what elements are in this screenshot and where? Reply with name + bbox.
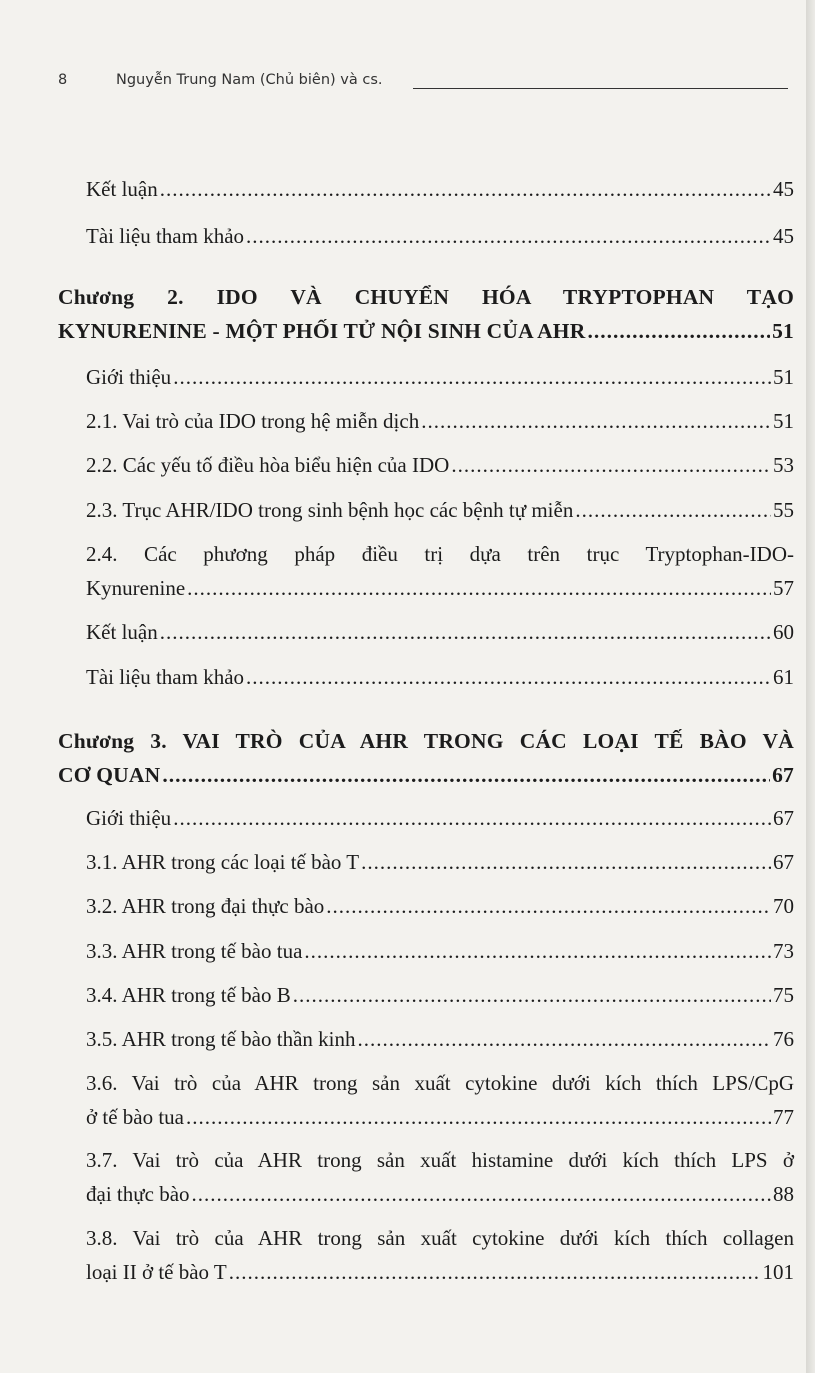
toc-leader [160, 172, 771, 206]
toc-entry-title: Giới thiệu [86, 806, 172, 830]
toc-leader [304, 934, 771, 968]
toc-leader [575, 493, 771, 527]
toc-entry-title: 3.5. AHR trong tế bào thần kinh [86, 1027, 356, 1051]
toc-leader [293, 978, 771, 1012]
toc-entry[interactable] [86, 219, 794, 253]
toc-entry[interactable] [86, 978, 794, 1012]
toc-entry-title: 2.3. Trục AHR/IDO trong sinh bệnh học các bệnh tự miễn [86, 498, 574, 522]
page-number: 8 [58, 72, 68, 88]
toc-leader [173, 360, 771, 394]
toc-entry[interactable] [86, 404, 794, 438]
toc-entry-title: 2.2. Các yếu tố điều hòa biểu hiện của IDO [86, 453, 450, 477]
toc-leader [326, 889, 771, 923]
toc-entry-page: 75 [773, 983, 794, 1007]
toc-entry-title: 2.1. Vai trò của IDO trong hệ miễn dịch [86, 409, 420, 433]
toc-entry-title: 3.1. AHR trong các loại tế bào T [86, 850, 360, 874]
toc-entry-first-line: 2.4. Các phương pháp điều trị dựa trên trục Tryptophan-IDO- [86, 542, 794, 566]
toc-entry-page: 45 [773, 224, 794, 248]
toc-entry-page: 77 [773, 1105, 794, 1129]
toc-entry-page: 53 [773, 453, 794, 477]
toc-entry-title: 3.4. AHR trong tế bào B [86, 983, 291, 1007]
toc-entry-page: 51 [773, 409, 794, 433]
toc-entry-title: 3.2. AHR trong đại thực bào [86, 894, 325, 918]
toc-entry-page: 45 [773, 177, 794, 201]
toc-entry-page: 67 [772, 763, 794, 787]
toc-entry-title: Kết luận [86, 177, 158, 201]
header-title: Nguyễn Trung Nam (Chủ biên) và cs. [116, 72, 383, 88]
toc-entry[interactable] [86, 845, 794, 879]
toc-entry-title: Tài liệu tham khảo [86, 224, 245, 248]
toc-entry[interactable] [86, 172, 794, 206]
toc-entry-title: loại II ở tế bào T [86, 1260, 227, 1284]
toc-entry-page: 67 [773, 806, 794, 830]
toc-entry[interactable] [86, 448, 794, 482]
toc-leader [186, 1100, 771, 1134]
toc-entry-first-line: 3.7. Vai trò của AHR trong sản xuất histamine dưới kích thích LPS ở [86, 1148, 794, 1172]
toc-entry-title: Tài liệu tham khảo [86, 665, 245, 689]
toc-entry[interactable] [86, 537, 794, 605]
toc-entry[interactable] [86, 934, 794, 968]
toc-leader [451, 448, 771, 482]
toc-leader [246, 660, 771, 694]
toc-entry-page: 60 [773, 620, 794, 644]
toc-entry-page: 51 [772, 319, 794, 343]
toc-entry[interactable] [86, 1221, 794, 1289]
toc-entry-page: 51 [773, 365, 794, 389]
toc-leader [421, 404, 771, 438]
toc-leader [357, 1022, 771, 1056]
toc-entry-title: CƠ QUAN [58, 763, 161, 787]
toc-entry-title: 3.3. AHR trong tế bào tua [86, 939, 303, 963]
toc-entry-page: 76 [773, 1027, 794, 1051]
toc-leader [162, 758, 770, 792]
toc-leader [587, 314, 770, 348]
toc-leader [160, 615, 771, 649]
toc-entry-page: 73 [773, 939, 794, 963]
toc-entry-title: ở tế bào tua [86, 1105, 184, 1129]
page-edge [806, 0, 815, 1373]
toc-entry-title: Kết luận [86, 620, 158, 644]
header-rule [413, 88, 788, 89]
toc-entry-title: Kynurenine [86, 576, 186, 600]
toc-entry[interactable] [86, 615, 794, 649]
toc-entry-page: 61 [773, 665, 794, 689]
toc-entry[interactable] [86, 801, 794, 835]
toc-chapter-2[interactable] [58, 280, 794, 348]
toc-entry-page: 67 [773, 850, 794, 874]
toc-leader [192, 1177, 771, 1211]
toc-entry-page: 55 [773, 498, 794, 522]
toc-leader [246, 219, 771, 253]
toc-entry-page: 70 [773, 894, 794, 918]
toc-entry[interactable] [86, 889, 794, 923]
toc-entry[interactable] [86, 1022, 794, 1056]
toc-entry-first-line: 3.8. Vai trò của AHR trong sản xuất cytokine dưới kích thích collagen [86, 1226, 794, 1250]
toc-entry-first-line: Chương 3. VAI TRÒ CỦA AHR TRONG CÁC LOẠI TẾ BÀO VÀ [58, 729, 794, 753]
toc-entry-title: Giới thiệu [86, 365, 172, 389]
running-header [58, 72, 788, 94]
toc-entry-page: 57 [773, 576, 794, 600]
toc-entry-page: 88 [773, 1182, 794, 1206]
toc-entry-page: 101 [762, 1260, 794, 1284]
toc-entry[interactable] [86, 360, 794, 394]
toc-entry[interactable] [86, 493, 794, 527]
toc-entry-first-line: Chương 2. IDO VÀ CHUYỂN HÓA TRYPTOPHAN TẠO [58, 285, 794, 309]
toc-leader [187, 571, 771, 605]
toc-entry[interactable] [86, 1143, 794, 1211]
toc-entry[interactable] [86, 660, 794, 694]
toc-leader [361, 845, 771, 879]
toc-chapter-3[interactable] [58, 724, 794, 792]
toc-leader [173, 801, 771, 835]
toc-leader [229, 1255, 761, 1289]
toc-entry-first-line: 3.6. Vai trò của AHR trong sản xuất cytokine dưới kích thích LPS/CpG [86, 1071, 794, 1095]
toc-entry-title: KYNURENINE - MỘT PHỐI TỬ NỘI SINH CỦA AHR [58, 319, 586, 343]
toc-entry-title: đại thực bào [86, 1182, 190, 1206]
toc-entry[interactable] [86, 1066, 794, 1134]
